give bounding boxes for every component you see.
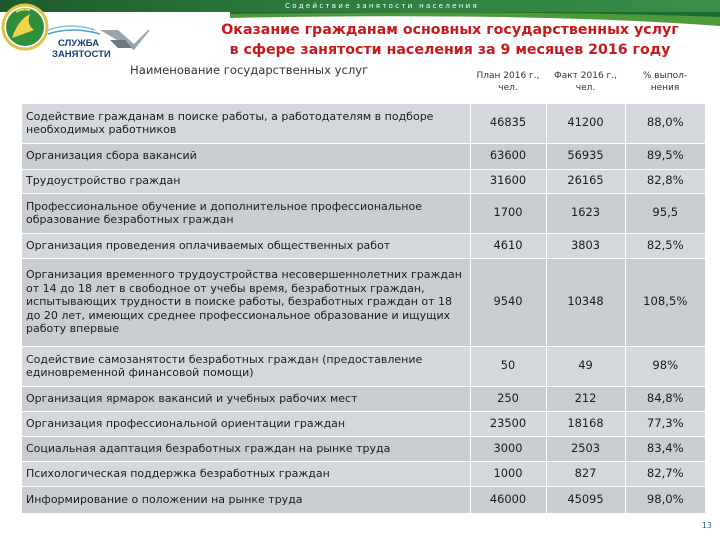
- row-plan: 4610: [470, 233, 546, 258]
- row-name: Организация ярмарок вакансий и учебных рабочих мест: [22, 386, 470, 411]
- title-line2: в сфере занятости населения за 9 месяцев 2016 году: [229, 42, 671, 58]
- row-name: Психологическая поддержка безработных граждан: [22, 461, 470, 486]
- row-name: Трудоустройство граждан: [22, 169, 470, 193]
- banner-text: Содействие занятости населения: [285, 2, 479, 10]
- row-fact: 41200: [546, 103, 625, 143]
- row-plan: 1000: [470, 461, 546, 486]
- row-plan: 46000: [470, 486, 546, 513]
- row-percent: 88,0%: [625, 103, 705, 143]
- row-plan: 63600: [470, 143, 546, 169]
- row-fact: 45095: [546, 486, 625, 513]
- row-name: Содействие гражданам в поиске работы, а работодателям в подборе необходимых работников: [22, 103, 470, 143]
- row-percent: 84,8%: [625, 386, 705, 411]
- row-name: Профессиональное обучение и дополнительное профессиональное образование безработных граждан: [22, 193, 470, 233]
- header-percent: % выпол-нения: [625, 61, 705, 103]
- row-fact: 3803: [546, 233, 625, 258]
- row-plan: 250: [470, 386, 546, 411]
- row-name: Организация сбора вакансий: [22, 143, 470, 169]
- row-fact: 827: [546, 461, 625, 486]
- table-row: [22, 386, 705, 411]
- row-percent: 77,3%: [625, 411, 705, 436]
- row-fact: 49: [546, 346, 625, 386]
- table-row: [22, 486, 705, 513]
- row-plan: 23500: [470, 411, 546, 436]
- row-name: Организация временного трудоустройства несовершеннолетних граждан от 14 до 18 лет в свободное от учебы время, безработных граждан, испытывающих трудности в поиске работы, безработных граждан от 18 до 20 лет, имеющих среднее профессиональное образование и ищущих работу впервые: [22, 258, 470, 346]
- table-row: [22, 346, 705, 386]
- row-plan: 50: [470, 346, 546, 386]
- table-row: [22, 103, 705, 143]
- row-plan: 9540: [470, 258, 546, 346]
- header-plan: План 2016 г., чел.: [470, 61, 546, 103]
- row-name: Организация профессиональной ориентации граждан: [22, 411, 470, 436]
- row-name: Содействие самозанятости безработных граждан (предоставление единовременной финансовой помощи): [22, 346, 470, 386]
- services-table: [22, 61, 706, 513]
- row-plan: 31600: [470, 169, 546, 193]
- table-row: [22, 436, 705, 461]
- table-row: [22, 169, 705, 193]
- table-row: [22, 258, 705, 346]
- row-percent: 82,7%: [625, 461, 705, 486]
- row-fact: 1623: [546, 193, 625, 233]
- row-percent: 98%: [625, 346, 705, 386]
- row-fact: 10348: [546, 258, 625, 346]
- row-plan: 1700: [470, 193, 546, 233]
- row-plan: 46835: [470, 103, 546, 143]
- row-percent: 83,4%: [625, 436, 705, 461]
- table-header-row: [22, 61, 705, 103]
- row-plan: 3000: [470, 436, 546, 461]
- table-row: [22, 193, 705, 233]
- row-percent: 89,5%: [625, 143, 705, 169]
- row-percent: 82,5%: [625, 233, 705, 258]
- table-row: [22, 461, 705, 486]
- header-fact: Факт 2016 г., чел.: [546, 61, 625, 103]
- row-fact: 26165: [546, 169, 625, 193]
- row-percent: 108,5%: [625, 258, 705, 346]
- page-number: 13: [701, 521, 712, 530]
- row-name: Социальная адаптация безработных граждан на рынке труда: [22, 436, 470, 461]
- table-row: [22, 143, 705, 169]
- row-fact: 212: [546, 386, 625, 411]
- row-percent: 82,8%: [625, 169, 705, 193]
- row-percent: 95,5: [625, 193, 705, 233]
- logo-text-line1: СЛУЖБА: [58, 38, 100, 49]
- row-percent: 98,0%: [625, 486, 705, 513]
- table-row: [22, 411, 705, 436]
- row-fact: 56935: [546, 143, 625, 169]
- row-name: Информирование о положении на рынке труда: [22, 486, 470, 513]
- logo-text-line2: ЗАНЯТОСТИ: [52, 49, 111, 60]
- row-fact: 18168: [546, 411, 625, 436]
- row-name: Организация проведения оплачиваемых общественных работ: [22, 233, 470, 258]
- title-line1: Оказание гражданам основных государственных услуг: [221, 22, 679, 38]
- table-body: [22, 103, 705, 513]
- header-name: Наименование государственных услуг: [22, 61, 470, 103]
- page-title: [190, 20, 710, 60]
- row-fact: 2503: [546, 436, 625, 461]
- table-row: [22, 233, 705, 258]
